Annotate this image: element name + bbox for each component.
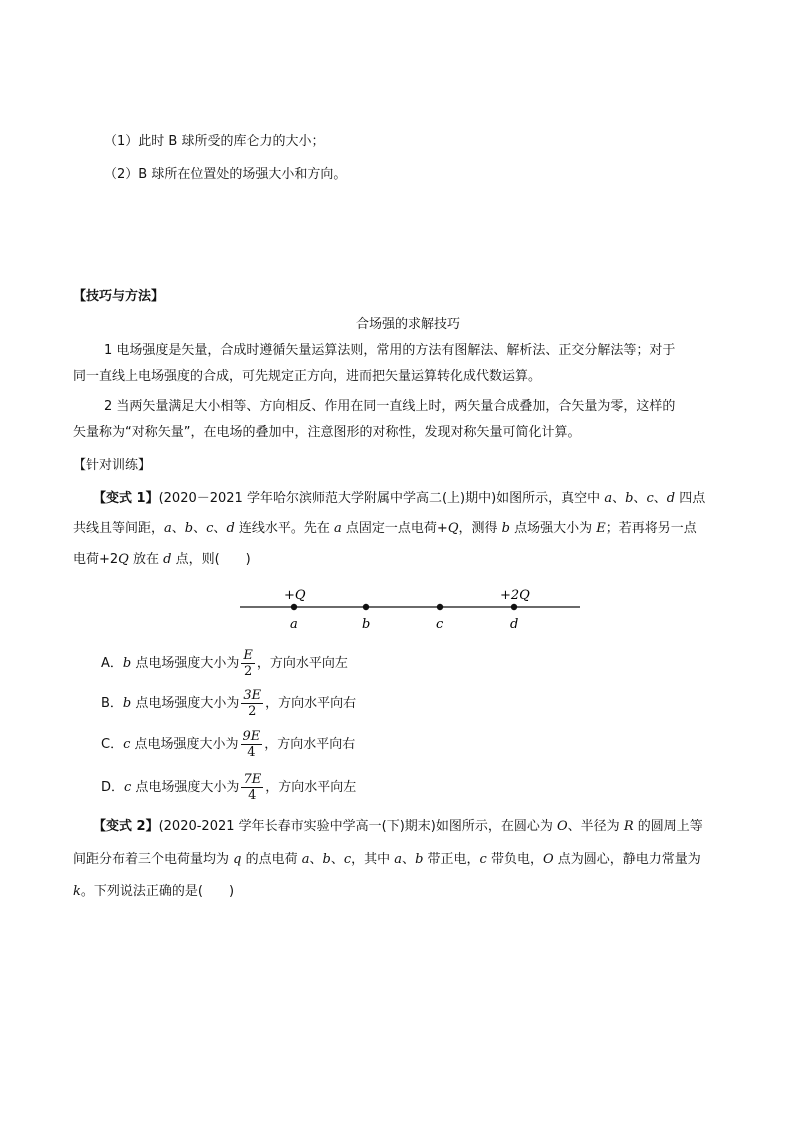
label-b: b	[362, 617, 371, 632]
label-a: a	[290, 617, 298, 632]
option-d[interactable]: D．c 点电场强度大小为 $\frac{7E}{4}$ ，方向水平向左	[101, 772, 357, 803]
charge-right-label: +2Q	[500, 588, 530, 603]
charge-line-diagram	[236, 582, 586, 634]
option-c[interactable]: C．c 点电场强度大小为 $\frac{9E}{4}$ ，方向水平向右	[101, 729, 356, 760]
label-c: c	[436, 617, 444, 632]
variant2-line3: k。下列说法正确的是( )	[73, 884, 235, 899]
variant2-line1: 【变式 2】(2020-2021 学年长春市实验中学高一(下)期末)如图所示，在圆心为 O、半径为 R 的圆周上等	[93, 819, 703, 834]
variant1-line3: 电荷+2Q 放在 d 点，则( )	[73, 552, 251, 567]
variant2-tag: 【变式 2】	[93, 819, 159, 834]
variant1-tag: 【变式 1】	[93, 491, 159, 506]
option-b[interactable]: B．b 点电场强度大小为 $\frac{3E}{2}$ ，方向水平向右	[101, 688, 357, 719]
point-b-dot	[363, 604, 369, 610]
methods-p1-line2: 同一直线上电场强度的合成，可先规定正方向，进而把矢量运算转化成代数运算。	[73, 369, 542, 384]
point-d-dot	[511, 604, 517, 610]
point-a-dot	[291, 604, 297, 610]
fraction: $\frac{E}{2}$	[243, 648, 253, 679]
point-c-dot	[437, 604, 443, 610]
variant1-line1: 【变式 1】(2020－2021 学年哈尔滨师范大学附属中学高二(上)期中)如图所示，真空中 a、b、c、d 四点	[93, 491, 706, 506]
charge-left-label: +Q	[284, 588, 306, 603]
fraction: $\frac{3E}{2}$	[243, 688, 262, 719]
methods-p2-line2: 矢量称为“对称矢量”，在电场的叠加中，注意图形的对称性，发现对称矢量可简化计算。	[73, 425, 581, 440]
training-heading: 【针对训练】	[73, 458, 152, 473]
question-part-1: （1）此时 B 球所受的库仑力的大小；	[104, 134, 325, 149]
question-part-2: （2）B 球所在位置处的场强大小和方向。	[104, 167, 347, 182]
methods-title: 合场强的求解技巧	[356, 317, 461, 332]
label-d: d	[510, 617, 519, 632]
variant2-line2: 间距分布着三个电荷量均为 q 的点电荷 a、b、c，其中 a、b 带正电，c 带负电，O 点为圆心，静电力常量为	[73, 852, 701, 867]
fraction: $\frac{7E}{4}$	[243, 772, 262, 803]
methods-heading: 【技巧与方法】	[73, 289, 165, 304]
fraction: $\frac{9E}{4}$	[242, 729, 261, 760]
option-a[interactable]: A．b 点电场强度大小为 $\frac{E}{2}$ ，方向水平向左	[101, 648, 348, 679]
methods-p1-line1: 1 电场强度是矢量，合成时遵循矢量运算法则，常用的方法有图解法、解析法、正交分解法等；对于	[104, 343, 676, 358]
methods-p2-line1: 2 当两矢量满足大小相等、方向相反、作用在同一直线上时，两矢量合成叠加，合矢量为零，这样的	[104, 399, 676, 414]
variant1-line2: 共线且等间距，a、b、c、d 连线水平。先在 a 点固定一点电荷+Q，测得 b 点场强大小为 E；若再将另一点	[73, 521, 697, 536]
